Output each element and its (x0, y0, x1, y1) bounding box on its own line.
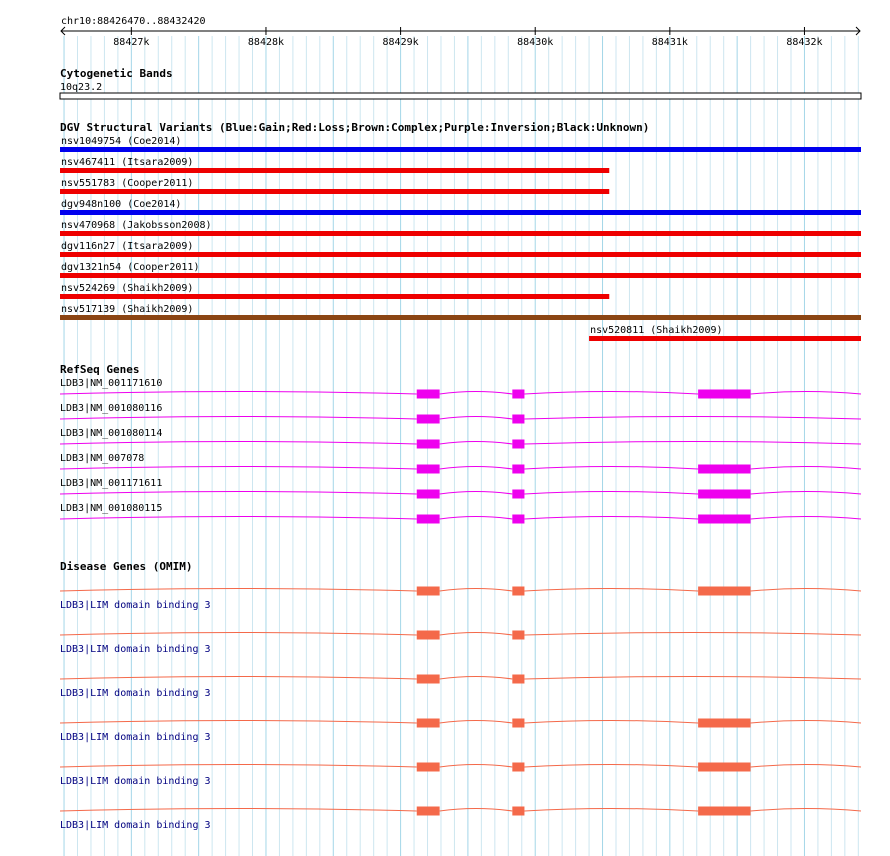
omim-gene-exon[interactable] (417, 631, 440, 640)
ruler[interactable] (61, 27, 860, 48)
dgv-feature-bar[interactable] (60, 273, 861, 278)
dgv-feature-label: nsv517139 (Shaikh2009) (61, 304, 194, 315)
refseq-transcript-exon[interactable] (512, 390, 524, 399)
omim-gene-exon[interactable] (512, 807, 524, 816)
omim-track (60, 587, 861, 832)
refseq-transcript[interactable] (60, 503, 861, 524)
ruler-tick-label: 88431k (651, 37, 688, 48)
dgv-track (60, 136, 861, 341)
cytoband-track-title: Cytogenetic Bands (60, 67, 173, 80)
omim-gene[interactable] (60, 631, 861, 656)
locus-label: chr10:88426470..88432420 (61, 16, 206, 27)
dgv-feature-bar[interactable] (60, 231, 861, 236)
refseq-track-title: RefSeq Genes (60, 363, 140, 376)
dgv-feature-bar[interactable] (60, 168, 609, 173)
refseq-transcript[interactable] (60, 453, 861, 474)
refseq-transcript-exon[interactable] (698, 390, 751, 399)
dgv-track-title: DGV Structural Variants (Blue:Gain;Red:Loss;Brown:Complex;Purple:Inversion;Black:Unknown) (60, 121, 650, 134)
dgv-feature-label: nsv470968 (Jakobsson2008) (61, 220, 212, 231)
omim-gene-exon[interactable] (512, 675, 524, 684)
refseq-transcript-label: LDB3|NM_001171610 (60, 378, 163, 389)
omim-gene-label: LDB3|LIM domain binding 3 (60, 776, 211, 787)
refseq-transcript-label: LDB3|NM_001080115 (60, 503, 163, 514)
dgv-feature-bar[interactable] (60, 147, 861, 152)
dgv-feature[interactable] (60, 262, 861, 278)
dgv-feature-label: dgv948n100 (Coe2014) (61, 199, 182, 210)
omim-gene-intron (60, 677, 861, 680)
refseq-transcript-exon[interactable] (698, 515, 751, 524)
dgv-feature-bar[interactable] (60, 315, 861, 320)
dgv-feature[interactable] (60, 220, 861, 236)
dgv-feature-label: nsv520811 (Shaikh2009) (590, 325, 723, 336)
cytoband-label: 10q23.2 (60, 82, 103, 93)
refseq-transcript-exon[interactable] (512, 490, 524, 499)
omim-gene-exon[interactable] (417, 587, 440, 596)
ruler-tick-label: 88432k (786, 37, 823, 48)
dgv-feature-bar[interactable] (589, 336, 861, 341)
refseq-transcript[interactable] (60, 403, 861, 424)
omim-gene-exon[interactable] (417, 675, 440, 684)
refseq-transcript-exon[interactable] (417, 465, 440, 474)
omim-gene[interactable] (60, 675, 861, 700)
refseq-transcript-exon[interactable] (512, 415, 524, 424)
omim-gene-intron (60, 633, 861, 636)
dgv-feature-bar[interactable] (60, 189, 609, 194)
refseq-transcript[interactable] (60, 428, 861, 449)
dgv-feature-label: nsv551783 (Cooper2011) (61, 178, 194, 189)
dgv-feature-label: nsv467411 (Itsara2009) (61, 157, 194, 168)
cytoband-bar[interactable] (60, 93, 861, 99)
refseq-track (60, 378, 861, 524)
refseq-transcript-label: LDB3|NM_001171611 (60, 478, 163, 489)
refseq-transcript-label: LDB3|NM_001080114 (60, 428, 163, 439)
refseq-transcript-label: LDB3|NM_001080116 (60, 403, 163, 414)
dgv-feature[interactable] (60, 283, 609, 299)
refseq-transcript-exon[interactable] (512, 465, 524, 474)
omim-gene-exon[interactable] (698, 763, 751, 772)
dgv-feature[interactable] (60, 241, 861, 257)
dgv-feature-label: dgv1321n54 (Cooper2011) (61, 262, 200, 273)
refseq-transcript-exon[interactable] (512, 515, 524, 524)
refseq-transcript-exon[interactable] (417, 415, 440, 424)
omim-gene-label: LDB3|LIM domain binding 3 (60, 688, 211, 699)
omim-gene-label: LDB3|LIM domain binding 3 (60, 644, 211, 655)
omim-gene-exon[interactable] (512, 587, 524, 596)
dgv-feature-label: nsv524269 (Shaikh2009) (61, 283, 194, 294)
dgv-feature-bar[interactable] (60, 210, 861, 215)
refseq-transcript-exon[interactable] (417, 515, 440, 524)
omim-gene-label: LDB3|LIM domain binding 3 (60, 820, 211, 831)
ruler-tick-label: 88428k (247, 37, 285, 48)
dgv-feature-label: nsv1049754 (Coe2014) (61, 136, 182, 147)
dgv-feature[interactable] (60, 199, 861, 215)
omim-gene-exon[interactable] (417, 763, 440, 772)
refseq-transcript-intron (60, 442, 861, 445)
ruler-tick-label: 88430k (517, 37, 554, 48)
omim-gene[interactable] (60, 807, 861, 832)
omim-gene-exon[interactable] (698, 807, 751, 816)
omim-gene-exon[interactable] (698, 587, 751, 596)
omim-gene-exon[interactable] (698, 719, 751, 728)
dgv-feature-bar[interactable] (60, 294, 609, 299)
refseq-transcript-exon[interactable] (417, 490, 440, 499)
dgv-feature[interactable] (589, 325, 861, 341)
omim-gene-label: LDB3|LIM domain binding 3 (60, 600, 211, 611)
omim-gene-exon[interactable] (512, 763, 524, 772)
omim-gene-exon[interactable] (417, 807, 440, 816)
omim-gene-exon[interactable] (512, 631, 524, 640)
refseq-transcript-exon[interactable] (698, 490, 751, 499)
dgv-feature-label: dgv116n27 (Itsara2009) (61, 241, 194, 252)
refseq-transcript-intron (60, 417, 861, 420)
omim-gene-exon[interactable] (417, 719, 440, 728)
omim-track-title: Disease Genes (OMIM) (60, 560, 193, 573)
dgv-feature-bar[interactable] (60, 252, 861, 257)
dgv-feature[interactable] (60, 157, 609, 173)
refseq-transcript-exon[interactable] (512, 440, 524, 449)
refseq-transcript-label: LDB3|NM_007078 (60, 453, 145, 464)
dgv-feature[interactable] (60, 136, 861, 152)
refseq-transcript-exon[interactable] (417, 440, 440, 449)
refseq-transcript-exon[interactable] (417, 390, 440, 399)
refseq-transcript-exon[interactable] (698, 465, 751, 474)
omim-gene-label: LDB3|LIM domain binding 3 (60, 732, 211, 743)
omim-gene[interactable] (60, 719, 861, 744)
refseq-transcript[interactable] (60, 378, 861, 399)
omim-gene[interactable] (60, 763, 861, 788)
dgv-feature[interactable] (60, 178, 609, 194)
dgv-feature[interactable] (60, 304, 861, 320)
ruler-tick-label: 88429k (382, 37, 419, 48)
ruler-tick-label: 88427k (113, 37, 150, 48)
refseq-transcript[interactable] (60, 478, 861, 499)
omim-gene[interactable] (60, 587, 861, 612)
omim-gene-exon[interactable] (512, 719, 524, 728)
